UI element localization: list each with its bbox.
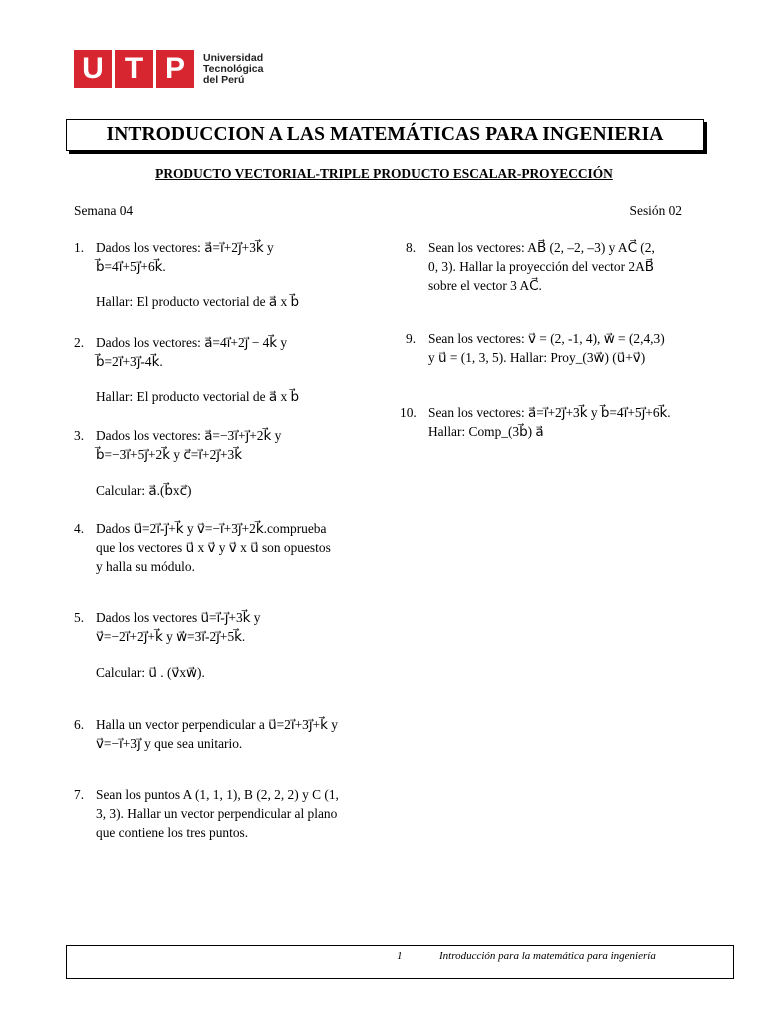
question-number: 6. [74,717,85,732]
question-line: que los vectores u⃗ x v⃗ y v⃗ x u⃗ son opuestos [96,540,331,555]
question-3 [74,426,380,500]
question-line: Halla un vector perpendicular a u⃗=2i⃗+3j⃗+k⃗ y [96,717,338,732]
question-number: 3. [74,428,85,443]
question-line: Dados los vectores: a⃗=−3i⃗+j⃗+2k⃗ y [96,428,282,443]
question-2 [74,333,380,406]
question-4 [74,519,380,576]
question-number: 2. [74,335,85,350]
question-line: 0, 3). Hallar la proyección del vector 2AB⃗ [428,259,654,274]
document-subtitle: PRODUCTO VECTORIAL-TRIPLE PRODUCTO ESCALAR-PROYECCIÓN [155,166,613,181]
question-line: sobre el vector 3 AC⃗. [428,278,542,293]
question-line: que contiene los tres puntos. [96,825,249,840]
question-number: 4. [74,521,85,536]
session-label: Sesión 02 [629,203,682,218]
question-line: Hallar: Comp_(3b⃗) a⃗ [428,424,544,439]
question-8 [406,238,714,295]
logo-letter-t: T [115,50,153,88]
page-number: 1 [397,950,403,962]
question-line: Sean los vectores: a⃗=i⃗+2j⃗+3k⃗ y b⃗=4i⃗+5j⃗+6k⃗. [428,405,671,420]
logo-line-1: Universidad [203,51,264,64]
question-1 [74,238,380,311]
question-number: 10. [400,405,417,420]
question-line: Dados los vectores: a⃗=4i⃗+2j⃗ − 4k⃗ y [96,335,288,350]
footer-course-title: Introducción para la matemática para ingeniería [439,950,656,962]
question-instruction: Calcular: a⃗.(b⃗xc⃗) [96,483,192,498]
question-line: Dados los vectores: a⃗=i⃗+2j⃗+3k⃗ y [96,240,274,255]
logo-line-3: del Perú [203,73,245,86]
logo-letter-u: U [74,50,112,88]
question-instruction: Hallar: El producto vectorial de a⃗ x b⃗ [96,294,299,309]
question-7 [74,785,380,842]
question-instruction: Calcular: u⃗ . (v⃗xw⃗). [96,665,205,680]
question-line: y halla su módulo. [96,559,195,574]
document-title-box [66,119,704,151]
question-line: b⃗=−3i⃗+5j⃗+2k⃗ y c⃗=i⃗+2j⃗+3k⃗ [96,447,242,462]
utp-logo [74,50,263,88]
question-number: 8. [406,240,417,255]
question-number: 5. [74,610,85,625]
question-6 [74,715,380,753]
logo-line-2: Tecnológica [203,62,264,75]
question-10 [400,403,714,441]
question-line: Sean los puntos A (1, 1, 1), B (2, 2, 2) y C (1, [96,787,339,802]
question-line: v⃗=−2i⃗+2j⃗+k⃗ y w⃗=3i⃗-2j⃗+5k⃗. [96,629,246,644]
question-5 [74,608,380,682]
question-number: 9. [406,331,417,346]
document-title: INTRODUCCION A LAS MATEMÁTICAS PARA INGENIERIA [106,124,664,145]
week-label: Semana 04 [74,203,134,218]
logo-letter-p: P [156,50,194,88]
question-line: y u⃗ = (1, 3, 5). Hallar: Proy_(3w⃗) (u⃗+v⃗) [428,350,646,365]
question-number: 7. [74,787,85,802]
question-line: 3, 3). Hallar un vector perpendicular al plano [96,806,338,821]
logo-university-name [203,53,263,86]
question-line: Sean los vectores: v⃗ = (2, -1, 4), w⃗ = (2,4,3) [428,331,665,346]
question-instruction: Hallar: El producto vectorial de a⃗ x b⃗ [96,389,299,404]
page-footer [66,945,734,979]
question-line: b⃗=2i⃗+3j⃗-4k⃗. [96,354,163,369]
question-number: 1. [74,240,85,255]
question-line: v⃗=−i⃗+3j⃗ y que sea unitario. [96,736,243,751]
question-line: Sean los vectores: AB⃗ (2, –2, –3) y AC⃗ (2, [428,240,655,255]
question-line: Dados u⃗=2i⃗-j⃗+k⃗ y v⃗=−i⃗+3j⃗+2k⃗.comprueba [96,521,327,536]
question-9 [406,329,714,367]
question-line: b⃗=4i⃗+5j⃗+6k⃗. [96,259,166,274]
question-line: Dados los vectores u⃗=i⃗-j⃗+3k⃗ y [96,610,261,625]
